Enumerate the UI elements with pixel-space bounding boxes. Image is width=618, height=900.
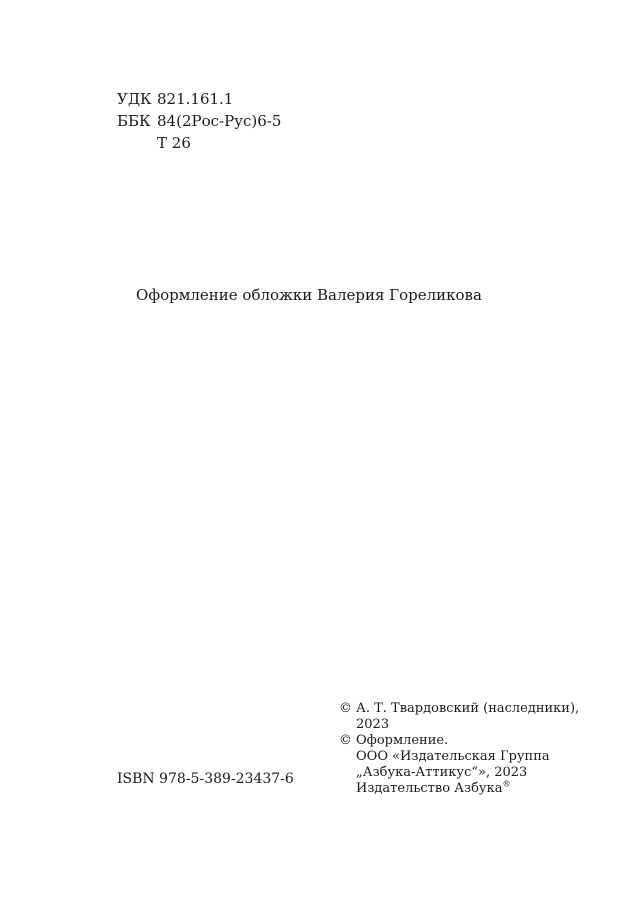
copyright-line: Оформление. (356, 733, 449, 748)
udk-row (117, 88, 281, 110)
copyright-entry-design (339, 733, 579, 797)
author-mark: Т 26 (157, 134, 191, 152)
classification-codes (117, 88, 281, 154)
udk-label: УДК (117, 90, 152, 108)
bbk-label: ББК (117, 112, 151, 130)
bbk-row (117, 110, 281, 132)
copyright-sign: © (339, 733, 352, 748)
cover-design-credit: Оформление обложки Валерия Гореликова (136, 286, 482, 304)
publisher-name: Издательство Азбука (356, 781, 503, 796)
copyright-entry-author (339, 701, 579, 733)
copyright-line: А. Т. Твардовский (наследники), (356, 701, 580, 716)
author-mark-spacer (117, 132, 157, 154)
copyright-line: ООО «Издательская Группа (356, 749, 550, 764)
udk-value: 821.161.1 (157, 90, 234, 108)
copyright-line: „Азбука-Аттикус“», 2023 (356, 765, 528, 780)
copyright-line-publisher (356, 781, 550, 797)
copyright-block (339, 701, 579, 797)
registered-mark: ® (502, 779, 511, 789)
author-mark-row (117, 132, 281, 154)
isbn: ISBN 978-5-389-23437-6 (117, 771, 294, 787)
bbk-value: 84(2Рос-Рус)6-5 (157, 112, 282, 130)
copyright-sign: © (339, 701, 352, 716)
copyright-line: 2023 (356, 717, 390, 732)
